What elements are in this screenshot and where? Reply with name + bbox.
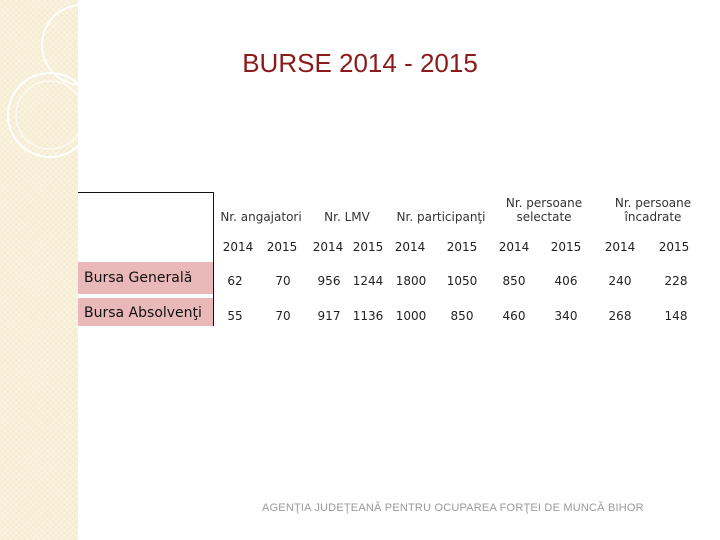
row-label-bursa-absolventi: Bursa Absolvenţi [78,298,213,326]
table-cell: 956 [317,274,341,288]
year-2014-angajatori: 2014 [222,240,254,254]
table-cell: 917 [317,309,341,323]
table-cell: 1136 [352,309,384,323]
year-2014-incadrate: 2014 [604,240,636,254]
year-2014-selectate: 2014 [498,240,530,254]
year-2015-selectate: 2015 [550,240,582,254]
table-cell: 1244 [352,274,384,288]
year-2015-lmv: 2015 [352,240,384,254]
group-header-participanti: Nr. participanţi [396,210,486,224]
group-header-angajatori: Nr. angajatori [220,210,302,224]
table-left-divider [213,192,214,326]
table-cell: 1000 [395,309,427,323]
table-cell: 1800 [395,274,427,288]
year-2015-participanti: 2015 [446,240,478,254]
year-2014-participanti: 2014 [394,240,426,254]
table-cell: 62 [227,274,243,288]
table-cell: 228 [664,274,688,288]
year-2015-incadrate: 2015 [658,240,690,254]
row-label-bursa-generala: Bursa Generală [78,262,213,294]
table-cell: 1050 [446,274,478,288]
table-cell: 406 [554,274,578,288]
decorative-circles [0,0,130,200]
table-cell: 148 [664,309,688,323]
table-cell: 268 [608,309,632,323]
page-title: BURSE 2014 - 2015 [242,48,478,78]
group-header-lmv: Nr. LMV [324,210,370,224]
table-top-border [78,192,214,193]
table-cell: 340 [554,309,578,323]
table-cell: 55 [227,309,243,323]
table-cell: 70 [275,274,291,288]
year-2015-angajatori: 2015 [266,240,298,254]
group-header-incadrate: Nr. persoane încadrate [614,196,692,224]
table-cell: 850 [502,274,526,288]
table-cell: 850 [450,309,474,323]
year-2014-lmv: 2014 [312,240,344,254]
footer-agency-name: AGENŢIA JUDEŢEANĂ PENTRU OCUPAREA FORŢEI DE MUNCĂ BIHOR [262,502,644,514]
group-header-selectate: Nr. persoane selectate [505,196,583,224]
table-cell: 240 [608,274,632,288]
table-cell: 70 [275,309,291,323]
table-cell: 460 [502,309,526,323]
